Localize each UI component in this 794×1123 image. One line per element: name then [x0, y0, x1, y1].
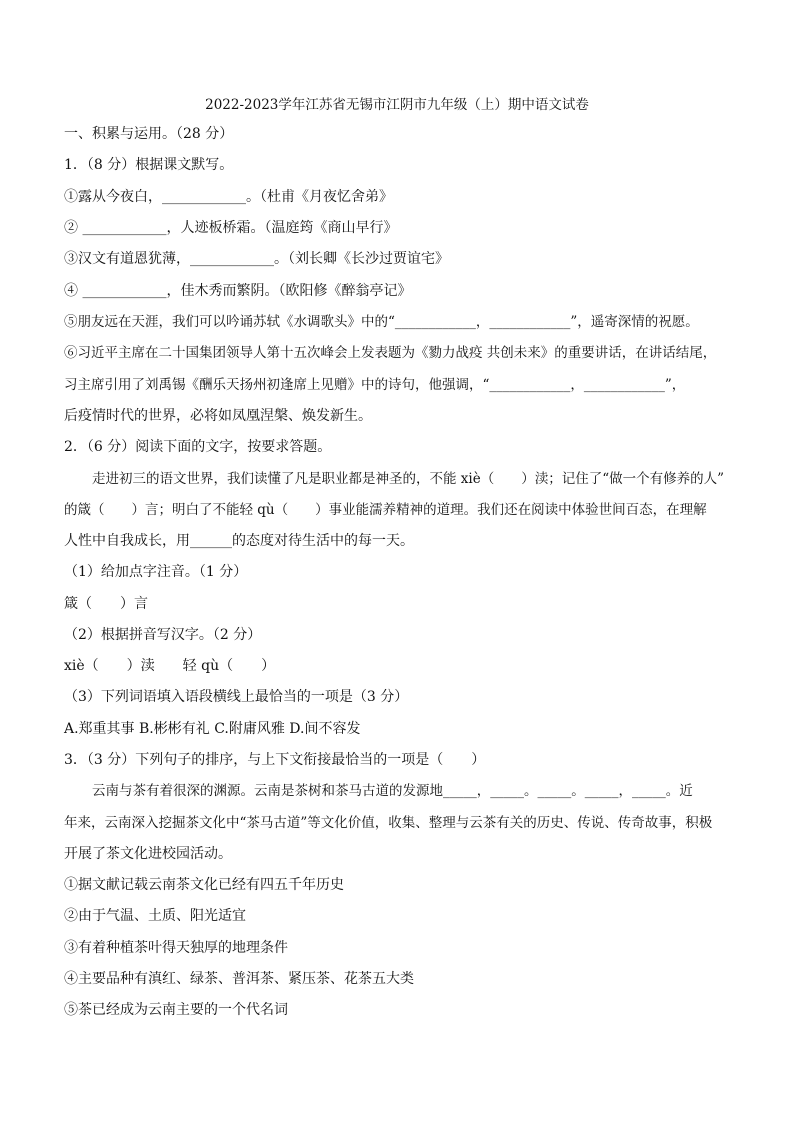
section-heading: 一、积累与运用。（28 分）	[64, 126, 234, 142]
q3-item: ①据文献记载云南茶文化已经有四五千年历史	[64, 877, 344, 893]
q2-passage-line: 人性中自我成长，用______的态度对待生活中的每一天。	[64, 533, 414, 549]
page-title: 2022-2023学年江苏省无锡市江阴市九年级（上）期中语文试卷	[205, 97, 589, 113]
q3-passage-line: 年来，云南深入挖掘茶文化中“茶马古道”等文化价值，收集、整理与云茶有关的历史、传说、传奇故事，积极	[64, 815, 713, 831]
q3-item: ④主要品种有滇红、绿茶、普洱茶、紧压茶、花茶五大类	[64, 971, 414, 987]
q2-subanswer-1: 箴（ ）言	[64, 596, 148, 612]
q3-passage-line: 开展了茶文化进校园活动。	[64, 846, 232, 862]
q1-line: ⑤朋友远在天涯，我们可以吟诵苏轼《水调歌头》中的“____________，____________”，遥寄深情的祝愿。	[64, 314, 699, 330]
q1-line: ④ ____________，佳木秀而繁阴。（欧阳修《醉翁亭记》	[64, 283, 412, 299]
question-2-heading: 2．（6 分）阅读下面的文字，按要求答题。	[64, 439, 332, 455]
q3-item: ⑤茶已经成为云南主要的一个代名词	[64, 1002, 288, 1018]
q1-line: 后疫情时代的世界，必将如凤凰涅槃、焕发新生。	[64, 408, 372, 424]
q2-subquestion-3: （3）下列词语填入语段横线上最恰当的一项是（3 分）	[64, 689, 409, 705]
question-3-heading: 3．（3 分）下列句子的排序，与上下文衔接最恰当的一项是（ ）	[64, 752, 486, 768]
q1-line: 习主席引用了刘禹锡《酬乐天扬州初逢席上见赠》中的诗句，他强调，“____________，____________”，	[64, 377, 686, 393]
q2-options: A.郑重其事 B.彬彬有礼 C.附庸风雅 D.间不容发	[64, 721, 361, 737]
q2-passage-line: 的箴（ ）言；明白了不能轻 qù（ ）事业能濡养精神的道理。我们还在阅读中体验世间百态，在理解	[64, 502, 707, 518]
q1-line: ② ____________，人迹板桥霜。（温庭筠《商山早行》	[64, 220, 398, 236]
q3-item: ②由于气温、土质、阳光适宜	[64, 908, 246, 924]
q2-subquestion-2: （2）根据拼音写汉字。（2 分）	[64, 627, 262, 643]
q1-line: ⑥习近平主席在二十国集团领导人第十五次峰会上发表题为《勠力战疫 共创未来》的重要讲话，在讲话结尾，	[64, 345, 717, 361]
question-1-heading: 1．（8 分）根据课文默写。	[64, 157, 234, 173]
q2-passage-line: 走进初三的语文世界，我们读懂了凡是职业都是神圣的，不能 xiè（ ）渎；记住了“做一个有修养的人”	[92, 471, 725, 487]
q3-passage-line: 云南与茶有着很深的渊源。云南是茶树和茶马古道的发源地_____，_____。_____。_____，_____。近	[92, 783, 693, 799]
q2-subanswer-2: xiè（ ）渎 轻 qù（ ）	[64, 658, 276, 674]
q3-item: ③有着种植茶叶得天独厚的地理条件	[64, 940, 288, 956]
q2-subquestion-1: （1）给加点字注音。（1 分）	[64, 564, 248, 580]
q1-line: ①露从今夜白，____________。（杜甫《月夜忆舍弟》	[64, 189, 393, 205]
q1-line: ③汉文有道恩犹薄，____________。（刘长卿《长沙过贾谊宅》	[64, 251, 449, 267]
